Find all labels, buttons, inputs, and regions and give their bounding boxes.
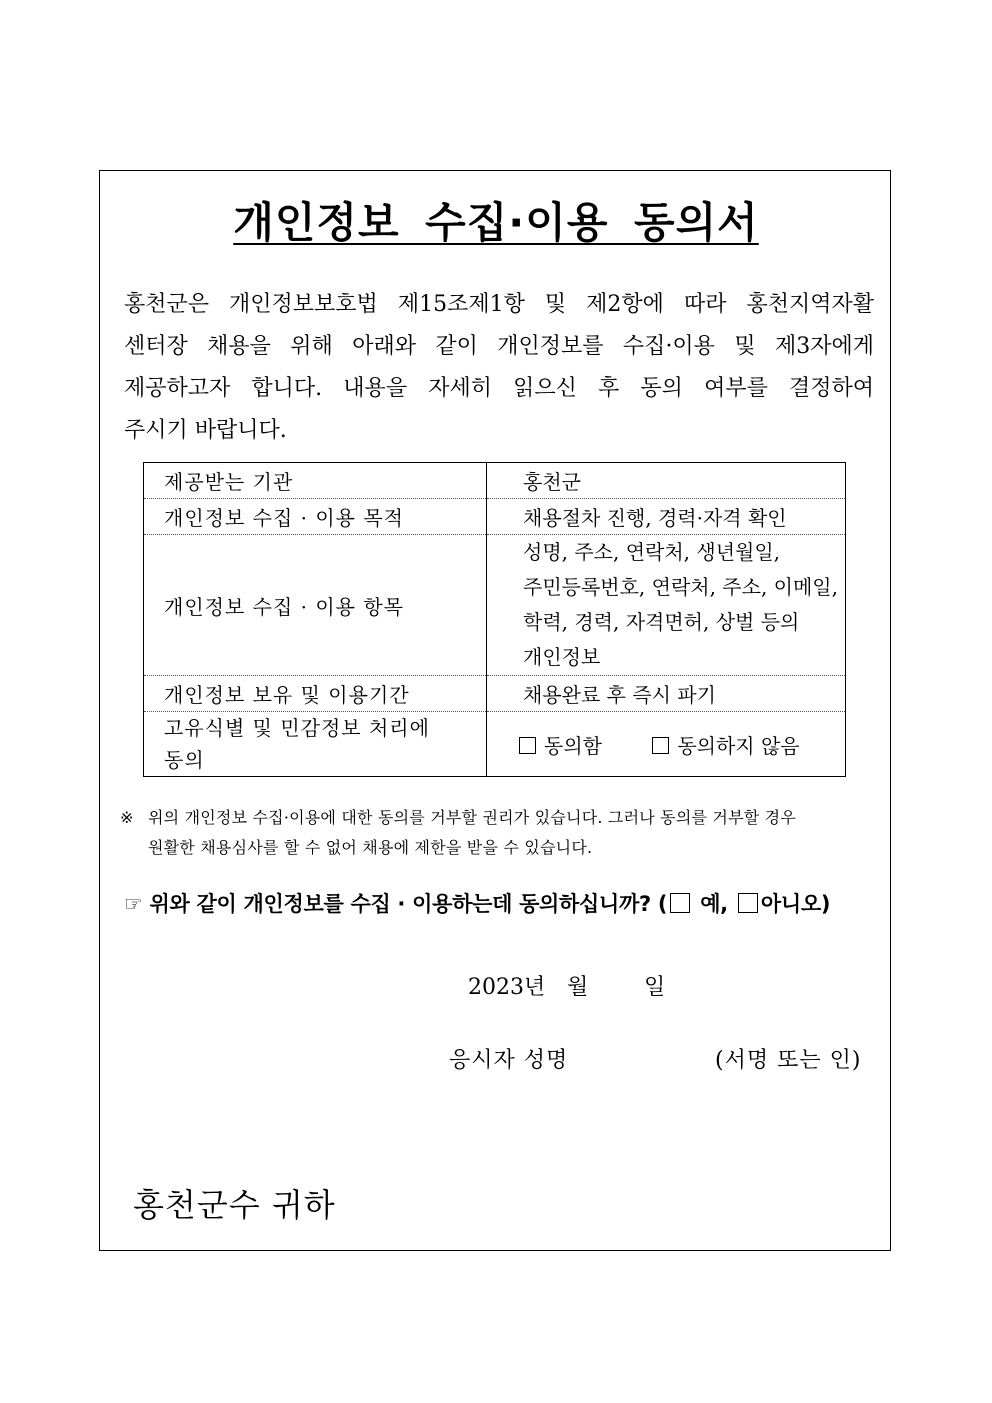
no-label: 아니오)	[760, 892, 831, 916]
notice-line-1: 위의 개인정보 수집·이용에 대한 동의를 거부할 권리가 있습니다. 그러나 동의를 거부할 경우	[148, 808, 796, 827]
date-day: 일	[644, 975, 666, 1000]
pointing-hand-icon: ☞	[124, 892, 143, 916]
purpose-value: 채용절차 진행, 경력·자격 확인	[487, 499, 846, 535]
table-row-sensitive-consent	[144, 712, 846, 777]
agree-option-label: 동의함	[544, 733, 602, 758]
document-title: 개인정보 수집·이용 동의서	[233, 198, 759, 247]
applicant-name-label: 응시자 성명	[449, 1048, 569, 1073]
recipient-value: 홍천군	[487, 463, 846, 499]
items-value-line-4: 개인정보	[523, 645, 601, 669]
signature-note: (서명 또는 인)	[715, 1048, 862, 1073]
agree-option[interactable]	[519, 734, 602, 758]
consent-label	[144, 712, 487, 777]
items-value	[487, 535, 846, 676]
purpose-label: 개인정보 수집 · 이용 목적	[144, 499, 487, 535]
intro-paragraph	[124, 284, 874, 452]
table-row-retention	[144, 676, 846, 712]
items-label: 개인정보 수집 · 이용 항목	[144, 535, 487, 676]
items-value-line-2: 주민등록번호, 연락처, 주소, 이메일,	[523, 575, 838, 599]
consent-label-line-2: 동의	[164, 748, 205, 772]
refusal-notice	[120, 803, 880, 863]
intro-line-3: 제공하고자 합니다. 내용을 자세히 읽으신 후 동의 여부를 결정하여	[124, 376, 874, 401]
items-value-line-1: 성명, 주소, 연락처, 생년월일,	[523, 540, 781, 564]
intro-line-2: 센터장 채용을 위해 아래와 같이 개인정보를 수집·이용 및 제3자에게	[124, 334, 874, 359]
intro-line-4: 주시기 바랍니다.	[124, 418, 287, 443]
table-row-items	[144, 535, 846, 676]
consent-label-line-1: 고유식별 및 민감정보 처리에	[164, 716, 430, 740]
retention-label: 개인정보 보유 및 이용기간	[144, 676, 487, 712]
reference-mark: ※	[120, 808, 134, 827]
addressee: 홍천군수 귀하	[133, 1186, 336, 1224]
retention-value: 채용완료 후 즉시 파기	[487, 676, 846, 712]
disagree-checkbox[interactable]	[652, 737, 669, 754]
recipient-label: 제공받는 기관	[144, 463, 487, 499]
notice-line-2: 원활한 채용심사를 할 수 없어 채용에 제한을 받을 수 있습니다.	[148, 838, 593, 857]
yes-label: 예,	[700, 892, 728, 916]
intro-line-1: 홍천군은 개인정보보호법 제15조제1항 및 제2항에 따라 홍천지역자활	[124, 292, 874, 317]
agree-checkbox[interactable]	[519, 737, 536, 754]
date-year: 2023년	[468, 975, 546, 1000]
no-checkbox[interactable]	[738, 893, 758, 913]
table-row-purpose	[144, 499, 846, 535]
consent-question	[124, 888, 830, 918]
disagree-option[interactable]	[652, 734, 799, 758]
yes-checkbox[interactable]	[670, 893, 690, 913]
question-text: 위와 같이 개인정보를 수집 · 이용하는데 동의하십니까? (	[149, 892, 668, 916]
consent-info-table	[143, 462, 846, 777]
disagree-option-label: 동의하지 않음	[677, 733, 800, 758]
items-value-line-3: 학력, 경력, 자격면허, 상벌 등의	[523, 610, 800, 634]
date-month: 월	[567, 975, 589, 1000]
table-row-recipient	[144, 463, 846, 499]
consent-options	[487, 712, 846, 777]
